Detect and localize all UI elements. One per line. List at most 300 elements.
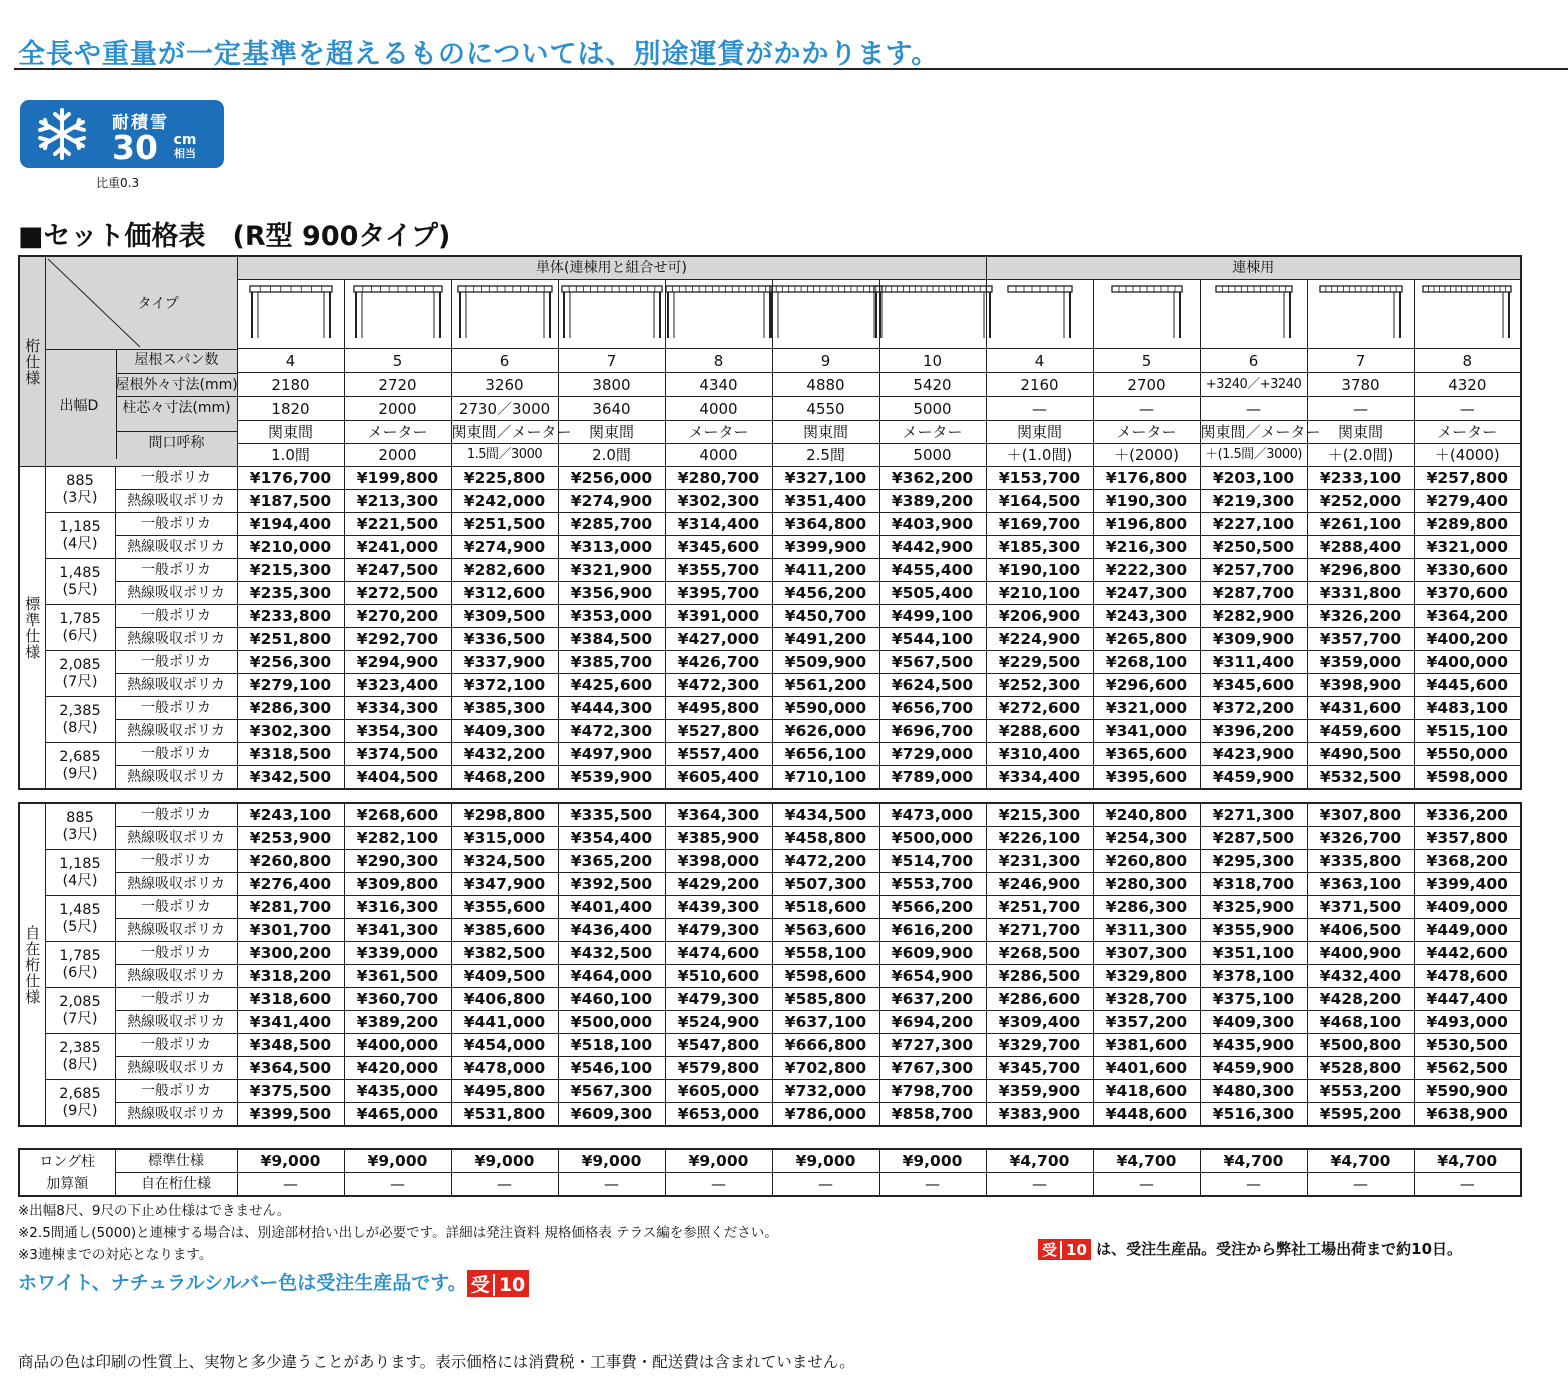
price-cell: ¥364,200 xyxy=(1414,605,1521,628)
price-cell: ¥459,900 xyxy=(1200,1057,1307,1080)
price-cell: ¥185,300 xyxy=(986,536,1093,559)
header-outer-4: 3800 xyxy=(558,373,665,397)
table-row xyxy=(19,1080,1521,1103)
price-cell: ¥153,700 xyxy=(986,467,1093,490)
price-cell: ¥227,100 xyxy=(1200,513,1307,536)
price-cell: ¥399,900 xyxy=(772,536,879,559)
roof-type-icon xyxy=(1204,280,1304,342)
price-cell: ¥354,400 xyxy=(558,827,665,850)
price-cell: ¥590,900 xyxy=(1414,1080,1521,1103)
depth-label: 出幅D xyxy=(59,398,99,414)
price-cell: ¥432,500 xyxy=(558,942,665,965)
price-cell: ¥210,000 xyxy=(237,536,344,559)
price-cell: ¥478,600 xyxy=(1414,965,1521,988)
header-frontage_bottom-5: 4000 xyxy=(665,444,772,467)
price-cell: ¥355,900 xyxy=(1200,919,1307,942)
price-cell: ¥298,800 xyxy=(451,803,558,827)
price-cell: ¥459,900 xyxy=(1200,766,1307,790)
depth-cell xyxy=(45,850,115,896)
price-cell: ¥553,200 xyxy=(1307,1080,1414,1103)
roof-type-icon xyxy=(562,280,662,342)
roof-type-label: 一般ポリカ xyxy=(115,803,237,827)
long-post-price: — xyxy=(665,1173,772,1197)
long-post-price: ¥9,000 xyxy=(558,1149,665,1173)
price-cell: ¥280,700 xyxy=(665,467,772,490)
price-cell: ¥289,800 xyxy=(1414,513,1521,536)
price-cell: ¥544,100 xyxy=(879,628,986,651)
roof-type-label: 熱線吸収ポリカ xyxy=(115,674,237,697)
roof-type-diagram-8 xyxy=(986,280,1093,349)
price-cell: ¥500,800 xyxy=(1307,1034,1414,1057)
header-center-12: — xyxy=(1414,397,1521,421)
price-cell: ¥472,200 xyxy=(772,850,879,873)
price-cell: ¥391,000 xyxy=(665,605,772,628)
depth-shaku: (7尺) xyxy=(62,1010,98,1027)
price-cell: ¥335,500 xyxy=(558,803,665,827)
price-cell: ¥375,100 xyxy=(1200,988,1307,1011)
table-row xyxy=(19,1034,1521,1057)
price-cell: ¥301,700 xyxy=(237,919,344,942)
long-post-price: ¥9,000 xyxy=(451,1149,558,1173)
price-cell: ¥282,900 xyxy=(1200,605,1307,628)
price-cell: ¥423,900 xyxy=(1200,743,1307,766)
long-post-price: — xyxy=(1307,1173,1414,1197)
price-cell: ¥729,000 xyxy=(879,743,986,766)
table-row xyxy=(19,873,1521,896)
type-label: タイプ xyxy=(137,296,179,312)
roof-type-label: 一般ポリカ xyxy=(115,743,237,766)
long-post-price: — xyxy=(237,1173,344,1197)
price-cell: ¥411,200 xyxy=(772,559,879,582)
price-cell: ¥654,900 xyxy=(879,965,986,988)
header-center-10: — xyxy=(1200,397,1307,421)
table-row xyxy=(19,827,1521,850)
price-cell: ¥254,300 xyxy=(1093,827,1200,850)
price-cell: ¥798,700 xyxy=(879,1080,986,1103)
price-cell: ¥374,500 xyxy=(344,743,451,766)
long-post-price: — xyxy=(1414,1173,1521,1197)
price-cell: ¥311,300 xyxy=(1093,919,1200,942)
header-row-spans xyxy=(19,349,1521,373)
roof-type-icon xyxy=(455,280,555,342)
roof-type-label: 熱線吸収ポリカ xyxy=(115,720,237,743)
depth-value: 2,085 xyxy=(59,656,101,673)
depth-value: 2,685 xyxy=(59,1085,101,1102)
price-cell: ¥345,600 xyxy=(1200,674,1307,697)
price-cell: ¥307,800 xyxy=(1307,803,1414,827)
price-cell: ¥609,900 xyxy=(879,942,986,965)
price-cell: ¥396,200 xyxy=(1200,720,1307,743)
price-cell: ¥316,300 xyxy=(344,896,451,919)
header-row-frontage_top xyxy=(19,421,1521,444)
price-cell: ¥392,500 xyxy=(558,873,665,896)
price-cell: ¥401,600 xyxy=(1093,1057,1200,1080)
price-cell: ¥315,000 xyxy=(451,827,558,850)
price-cell: ¥546,100 xyxy=(558,1057,665,1080)
price-cell: ¥637,200 xyxy=(879,988,986,1011)
price-cell: ¥528,800 xyxy=(1307,1057,1414,1080)
price-cell: ¥329,800 xyxy=(1093,965,1200,988)
price-cell: ¥335,800 xyxy=(1307,850,1414,873)
price-cell: ¥472,300 xyxy=(665,674,772,697)
price-cell: ¥507,300 xyxy=(772,873,879,896)
price-cell: ¥328,700 xyxy=(1093,988,1200,1011)
header-outer-8: 2160 xyxy=(986,373,1093,397)
price-cell: ¥483,100 xyxy=(1414,697,1521,720)
price-cell: ¥436,400 xyxy=(558,919,665,942)
price-cell: ¥455,400 xyxy=(879,559,986,582)
long-post-price: ¥9,000 xyxy=(665,1149,772,1173)
depth-cell xyxy=(45,513,115,559)
price-table-jizai xyxy=(18,802,1522,1127)
price-cell: ¥272,500 xyxy=(344,582,451,605)
price-cell: ¥247,500 xyxy=(344,559,451,582)
header-center-11: — xyxy=(1307,397,1414,421)
roof-type-label: 一般ポリカ xyxy=(115,1080,237,1103)
header-outer-6: 4880 xyxy=(772,373,879,397)
price-cell: ¥767,300 xyxy=(879,1057,986,1080)
snow-load-unit-bottom: 相当 xyxy=(174,147,196,160)
price-cell: ¥324,500 xyxy=(451,850,558,873)
price-cell: ¥637,100 xyxy=(772,1011,879,1034)
price-cell: ¥190,100 xyxy=(986,559,1093,582)
price-cell: ¥427,000 xyxy=(665,628,772,651)
roof-type-diagram-11 xyxy=(1307,280,1414,349)
price-cell: ¥468,200 xyxy=(451,766,558,790)
price-cell: ¥355,700 xyxy=(665,559,772,582)
price-cell: ¥313,000 xyxy=(558,536,665,559)
price-cell: ¥432,200 xyxy=(451,743,558,766)
header-center-3: 2730／3000 xyxy=(451,397,558,421)
header-spans-9: 5 xyxy=(1093,349,1200,373)
long-post-label-2: 加算額 xyxy=(46,1175,89,1192)
price-cell: ¥281,700 xyxy=(237,896,344,919)
price-cell: ¥395,700 xyxy=(665,582,772,605)
price-cell: ¥286,300 xyxy=(1093,896,1200,919)
header-outer-7: 5420 xyxy=(879,373,986,397)
price-cell: ¥311,400 xyxy=(1200,651,1307,674)
price-cell: ¥858,700 xyxy=(879,1103,986,1127)
price-cell: ¥409,500 xyxy=(451,965,558,988)
header-row-outer xyxy=(19,373,1521,397)
price-cell: ¥385,900 xyxy=(665,827,772,850)
roof-type-label: 熱線吸収ポリカ xyxy=(115,1011,237,1034)
price-cell: ¥495,800 xyxy=(665,697,772,720)
roof-type-label: 熱線吸収ポリカ xyxy=(115,766,237,790)
price-cell: ¥354,300 xyxy=(344,720,451,743)
bottom-note: 商品の色は印刷の性質上、実物と多少違うことがあります。表示価格には消費税・工事費・配送費は含まれていません。 xyxy=(18,1353,855,1371)
depth-shaku: (9尺) xyxy=(62,1102,98,1119)
roof-type-label: 一般ポリカ xyxy=(115,467,237,490)
header-outer-1: 2180 xyxy=(237,373,344,397)
snowflake-icon xyxy=(34,106,90,162)
price-cell: ¥539,900 xyxy=(558,766,665,790)
price-cell: ¥442,900 xyxy=(879,536,986,559)
price-cell: ¥233,800 xyxy=(237,605,344,628)
price-cell: ¥490,500 xyxy=(1307,743,1414,766)
header-frontage_bottom-4: 2.0間 xyxy=(558,444,665,467)
price-cell: ¥309,900 xyxy=(1200,628,1307,651)
long-post-spec: 標準仕様 xyxy=(115,1149,237,1173)
price-cell: ¥176,800 xyxy=(1093,467,1200,490)
price-cell: ¥296,600 xyxy=(1093,674,1200,697)
header-center-7: 5000 xyxy=(879,397,986,421)
price-cell: ¥345,600 xyxy=(665,536,772,559)
price-cell: ¥400,000 xyxy=(1414,651,1521,674)
price-cell: ¥356,900 xyxy=(558,582,665,605)
price-cell: ¥598,600 xyxy=(772,965,879,988)
long-post-spec: 自在桁仕様 xyxy=(115,1173,237,1197)
group-single-header: 単体(連棟用と組合せ可) xyxy=(237,256,986,280)
price-cell: ¥518,600 xyxy=(772,896,879,919)
price-cell: ¥515,100 xyxy=(1414,720,1521,743)
price-cell: ¥495,800 xyxy=(451,1080,558,1103)
price-cell: ¥491,200 xyxy=(772,628,879,651)
price-cell: ¥323,400 xyxy=(344,674,451,697)
header-center-1: 1820 xyxy=(237,397,344,421)
price-cell: ¥257,700 xyxy=(1200,559,1307,582)
price-cell: ¥221,500 xyxy=(344,513,451,536)
price-cell: ¥404,500 xyxy=(344,766,451,790)
price-cell: ¥432,400 xyxy=(1307,965,1414,988)
header-frontage_top-7: メーター xyxy=(879,421,986,444)
snow-load-label: 耐積雪 xyxy=(112,113,169,133)
price-cell: ¥398,900 xyxy=(1307,674,1414,697)
header-frontage_top-2: メーター xyxy=(344,421,451,444)
price-cell: ¥510,600 xyxy=(665,965,772,988)
roof-type-label: 熱線吸収ポリカ xyxy=(115,582,237,605)
header-spans-5: 8 xyxy=(665,349,772,373)
header-row-center xyxy=(19,397,1521,421)
price-cell: ¥400,900 xyxy=(1307,942,1414,965)
price-cell: ¥256,300 xyxy=(237,651,344,674)
price-cell: ¥287,700 xyxy=(1200,582,1307,605)
header-spans-7: 10 xyxy=(879,349,986,373)
price-cell: ¥385,700 xyxy=(558,651,665,674)
price-cell: ¥401,400 xyxy=(558,896,665,919)
header-frontage_top-4: 関東間 xyxy=(558,421,665,444)
price-cell: ¥215,300 xyxy=(237,559,344,582)
price-cell: ¥187,500 xyxy=(237,490,344,513)
price-cell: ¥286,500 xyxy=(986,965,1093,988)
price-cell: ¥341,000 xyxy=(1093,720,1200,743)
long-post-price: — xyxy=(451,1173,558,1197)
price-cell: ¥500,000 xyxy=(879,827,986,850)
header-spans-10: 6 xyxy=(1200,349,1307,373)
roof-type-label: 一般ポリカ xyxy=(115,896,237,919)
price-cell: ¥302,300 xyxy=(665,490,772,513)
depth-cell xyxy=(45,896,115,942)
header-frontage_bottom-7: 5000 xyxy=(879,444,986,467)
price-cell: ¥329,700 xyxy=(986,1034,1093,1057)
order-note-text: は、受注生産品。受注から弊社工場出荷まで約10日。 xyxy=(1096,1240,1463,1258)
header-spans-3: 6 xyxy=(451,349,558,373)
roof-type-diagram-1 xyxy=(237,280,344,349)
price-cell: ¥282,100 xyxy=(344,827,451,850)
price-cell: ¥428,200 xyxy=(1307,988,1414,1011)
header-frontage_bottom-12: ＋(4000) xyxy=(1414,444,1521,467)
price-cell: ¥385,600 xyxy=(451,919,558,942)
price-cell: ¥400,200 xyxy=(1414,628,1521,651)
price-cell: ¥251,800 xyxy=(237,628,344,651)
header-frontage_bottom-2: 2000 xyxy=(344,444,451,467)
price-cell: ¥553,700 xyxy=(879,873,986,896)
price-cell: ¥345,700 xyxy=(986,1057,1093,1080)
price-cell: ¥609,300 xyxy=(558,1103,665,1127)
header-outer-11: 3780 xyxy=(1307,373,1414,397)
price-cell: ¥375,500 xyxy=(237,1080,344,1103)
depth-value: 2,085 xyxy=(59,993,101,1010)
price-cell: ¥286,300 xyxy=(237,697,344,720)
price-cell: ¥210,100 xyxy=(986,582,1093,605)
price-cell: ¥516,300 xyxy=(1200,1103,1307,1127)
table-row xyxy=(19,628,1521,651)
long-post-price: ¥4,700 xyxy=(1414,1149,1521,1173)
price-cell: ¥590,000 xyxy=(772,697,879,720)
price-cell: ¥339,000 xyxy=(344,942,451,965)
price-cell: ¥403,900 xyxy=(879,513,986,536)
price-cell: ¥429,200 xyxy=(665,873,772,896)
roof-type-label: 一般ポリカ xyxy=(115,1034,237,1057)
long-post-price: ¥9,000 xyxy=(879,1149,986,1173)
price-cell: ¥605,400 xyxy=(665,766,772,790)
price-cell: ¥626,000 xyxy=(772,720,879,743)
depth-value: 1,785 xyxy=(59,610,101,627)
price-cell: ¥372,200 xyxy=(1200,697,1307,720)
price-cell: ¥196,800 xyxy=(1093,513,1200,536)
price-cell: ¥464,000 xyxy=(558,965,665,988)
note-2: ※2.5間通し(5000)と連棟する場合は、別途部材拾い出しが必要です。詳細は発注資料 規格価格表 テラス編を参照ください。 xyxy=(18,1225,778,1241)
long-post-price: — xyxy=(344,1173,451,1197)
price-cell: ¥260,800 xyxy=(237,850,344,873)
roof-type-icon xyxy=(348,280,448,342)
header-frontage_top-11: 関東間 xyxy=(1307,421,1414,444)
price-cell: ¥460,100 xyxy=(558,988,665,1011)
price-cell: ¥261,100 xyxy=(1307,513,1414,536)
roof-type-icon xyxy=(669,280,769,342)
header-center-5: 4000 xyxy=(665,397,772,421)
table-row xyxy=(19,720,1521,743)
header-spans-12: 8 xyxy=(1414,349,1521,373)
price-cell: ¥381,600 xyxy=(1093,1034,1200,1057)
price-cell: ¥341,300 xyxy=(344,919,451,942)
price-cell: ¥318,700 xyxy=(1200,873,1307,896)
depth-value: 1,485 xyxy=(59,901,101,918)
price-cell: ¥341,400 xyxy=(237,1011,344,1034)
price-cell: ¥268,500 xyxy=(986,942,1093,965)
price-cell: ¥215,300 xyxy=(986,803,1093,827)
price-cell: ¥425,600 xyxy=(558,674,665,697)
price-cell: ¥314,400 xyxy=(665,513,772,536)
depth-shaku: (5尺) xyxy=(62,581,98,598)
price-cell: ¥312,600 xyxy=(451,582,558,605)
long-post-price: — xyxy=(1200,1173,1307,1197)
header-center-6: 4550 xyxy=(772,397,879,421)
price-cell: ¥656,100 xyxy=(772,743,879,766)
header-center-2: 2000 xyxy=(344,397,451,421)
roof-type-diagram-9 xyxy=(1093,280,1200,349)
price-cell: ¥337,900 xyxy=(451,651,558,674)
price-cell: ¥371,500 xyxy=(1307,896,1414,919)
depth-cell xyxy=(45,1080,115,1127)
depth-value: 1,785 xyxy=(59,947,101,964)
header-diagonal-cell xyxy=(45,256,237,467)
price-cell: ¥243,100 xyxy=(237,803,344,827)
price-cell: ¥251,500 xyxy=(451,513,558,536)
price-cell: ¥252,300 xyxy=(986,674,1093,697)
roof-type-label: 一般ポリカ xyxy=(115,988,237,1011)
table-row xyxy=(19,1057,1521,1080)
price-cell: ¥331,800 xyxy=(1307,582,1414,605)
depth-cell xyxy=(45,942,115,988)
note-1: ※出幅8尺、9尺の下止め仕様はできません。 xyxy=(18,1203,291,1219)
header-outer-5: 4340 xyxy=(665,373,772,397)
price-cell: ¥456,200 xyxy=(772,582,879,605)
price-cell: ¥199,800 xyxy=(344,467,451,490)
price-cell: ¥257,800 xyxy=(1414,467,1521,490)
snow-load-unit-top: cm xyxy=(173,132,197,148)
price-cell: ¥362,200 xyxy=(879,467,986,490)
price-cell: ¥296,800 xyxy=(1307,559,1414,582)
jizai-vertical-label: 自在桁仕様 xyxy=(19,803,45,1126)
price-cell: ¥426,700 xyxy=(665,651,772,674)
price-cell: ¥309,400 xyxy=(986,1011,1093,1034)
depth-cell xyxy=(45,651,115,697)
header-frontage_top-3: 関東間／メーター xyxy=(451,421,558,444)
roof-type-label: 熱線吸収ポリカ xyxy=(115,965,237,988)
price-cell: ¥616,200 xyxy=(879,919,986,942)
price-cell: ¥585,800 xyxy=(772,988,879,1011)
price-cell: ¥286,600 xyxy=(986,988,1093,1011)
price-cell: ¥216,300 xyxy=(1093,536,1200,559)
price-cell: ¥563,600 xyxy=(772,919,879,942)
price-cell: ¥334,400 xyxy=(986,766,1093,790)
price-cell: ¥243,300 xyxy=(1093,605,1200,628)
table-row xyxy=(19,1103,1521,1127)
roof-type-label: 一般ポリカ xyxy=(115,513,237,536)
header-frontage_top-5: メーター xyxy=(665,421,772,444)
price-cell: ¥233,100 xyxy=(1307,467,1414,490)
price-cell: ¥624,500 xyxy=(879,674,986,697)
price-cell: ¥326,200 xyxy=(1307,605,1414,628)
price-cell: ¥505,400 xyxy=(879,582,986,605)
price-cell: ¥473,000 xyxy=(879,803,986,827)
price-cell: ¥307,300 xyxy=(1093,942,1200,965)
price-cell: ¥287,500 xyxy=(1200,827,1307,850)
depth-shaku: (4尺) xyxy=(62,872,98,889)
price-cell: ¥327,100 xyxy=(772,467,879,490)
price-cell: ¥318,600 xyxy=(237,988,344,1011)
price-cell: ¥445,600 xyxy=(1414,674,1521,697)
price-cell: ¥638,900 xyxy=(1414,1103,1521,1127)
table-row xyxy=(19,674,1521,697)
header-outer-9: 2700 xyxy=(1093,373,1200,397)
price-cell: ¥310,400 xyxy=(986,743,1093,766)
table-row xyxy=(19,513,1521,536)
roof-type-label: 熱線吸収ポリカ xyxy=(115,536,237,559)
depth-shaku: (6尺) xyxy=(62,627,98,644)
price-cell: ¥409,300 xyxy=(451,720,558,743)
price-cell: ¥382,500 xyxy=(451,942,558,965)
header-spans-6: 9 xyxy=(772,349,879,373)
price-cell: ¥330,600 xyxy=(1414,559,1521,582)
long-post-price: ¥4,700 xyxy=(986,1149,1093,1173)
price-cell: ¥605,000 xyxy=(665,1080,772,1103)
price-cell: ¥368,200 xyxy=(1414,850,1521,873)
price-cell: ¥274,900 xyxy=(451,536,558,559)
header-frontage_bottom-3: 1.5間／3000 xyxy=(451,444,558,467)
price-cell: ¥365,600 xyxy=(1093,743,1200,766)
